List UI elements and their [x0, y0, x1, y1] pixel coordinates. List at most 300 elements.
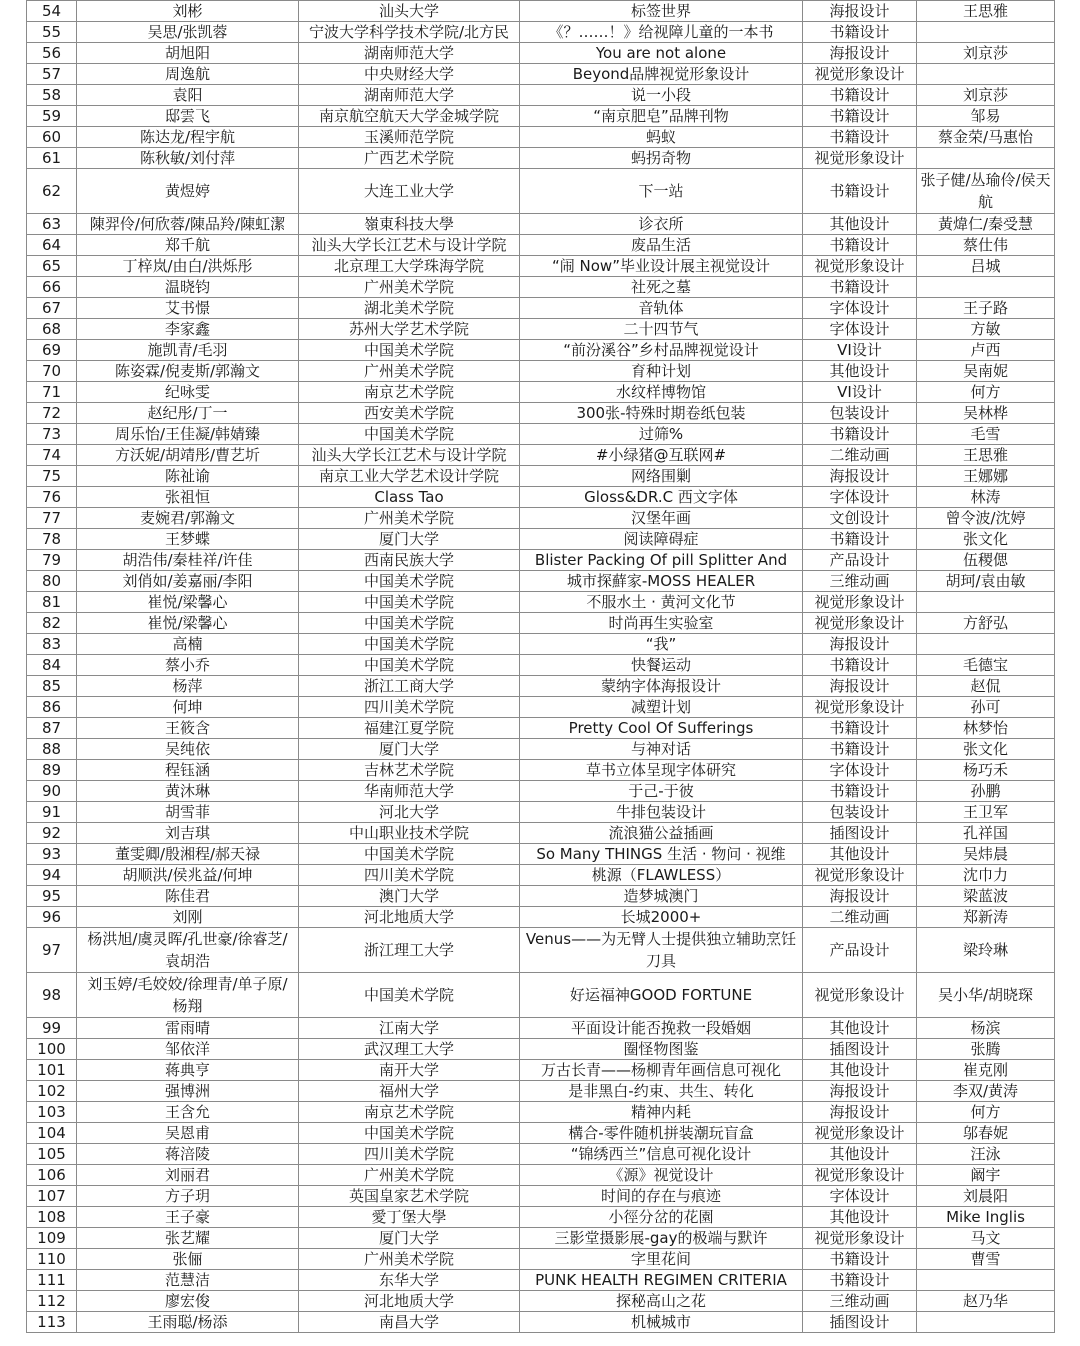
school-cell: 东华大学 [299, 1270, 520, 1291]
work-title-cell: 三影堂摄影展-gay的极端与默许 [520, 1228, 803, 1249]
work-title-cell: “闹 Now”毕业设计展主视觉设计 [520, 256, 803, 277]
category-cell: 书籍设计 [803, 106, 917, 127]
work-title-cell: Blister Packing Of pill Splitter And [520, 550, 803, 571]
advisor-cell: 何方 [917, 1102, 1055, 1123]
school-cell: 中国美术学院 [299, 634, 520, 655]
work-title-cell: 探秘高山之花 [520, 1291, 803, 1312]
row-number-cell: 76 [27, 487, 77, 508]
row-number-cell: 77 [27, 508, 77, 529]
table-row [27, 1144, 1055, 1165]
work-title-cell: 城市探蘚家-MOSS HEALER [520, 571, 803, 592]
school-cell: 中国美术学院 [299, 424, 520, 445]
advisor-cell: 张文化 [917, 529, 1055, 550]
school-cell: 澳门大学 [299, 886, 520, 907]
row-number-cell: 69 [27, 340, 77, 361]
school-cell: 四川美术学院 [299, 1144, 520, 1165]
row-number-cell: 83 [27, 634, 77, 655]
school-cell: 河北大学 [299, 802, 520, 823]
advisor-cell: 刘晨阳 [917, 1186, 1055, 1207]
work-title-cell: 蚂拐奇物 [520, 148, 803, 169]
student-name-cell: 赵纪彤/丁一 [77, 403, 299, 424]
row-number-cell: 73 [27, 424, 77, 445]
category-cell: 包装设计 [803, 802, 917, 823]
advisor-cell: 王娜娜 [917, 466, 1055, 487]
advisor-cell [917, 22, 1055, 43]
row-number-cell: 84 [27, 655, 77, 676]
student-name-cell: 刘彬 [77, 1, 299, 22]
school-cell: 嶺東科技大學 [299, 214, 520, 235]
row-number-cell: 63 [27, 214, 77, 235]
work-title-cell: 是非黑白-约束、共生、转化 [520, 1081, 803, 1102]
row-number-cell: 95 [27, 886, 77, 907]
category-cell: 视觉形象设计 [803, 148, 917, 169]
row-number-cell: 110 [27, 1249, 77, 1270]
student-name-cell: 范慧洁 [77, 1270, 299, 1291]
school-cell: 西安美术学院 [299, 403, 520, 424]
table-row [27, 802, 1055, 823]
work-title-cell: 草书立体呈现字体研究 [520, 760, 803, 781]
row-number-cell: 99 [27, 1018, 77, 1039]
table-row [27, 1186, 1055, 1207]
advisor-cell: 吴林桦 [917, 403, 1055, 424]
school-cell: 湖南师范大学 [299, 43, 520, 64]
student-name-cell: 王雨聪/杨添 [77, 1312, 299, 1333]
student-name-cell: 吴恩甫 [77, 1123, 299, 1144]
row-number-cell: 74 [27, 445, 77, 466]
advisor-cell [917, 64, 1055, 85]
school-cell: 湖北美术学院 [299, 298, 520, 319]
work-title-cell: 不服水土 · 黄河文化节 [520, 592, 803, 613]
row-number-cell: 86 [27, 697, 77, 718]
table-row [27, 1291, 1055, 1312]
student-name-cell: 蒋涪陵 [77, 1144, 299, 1165]
school-cell: 宁波大学科学技术学院/北方民 [299, 22, 520, 43]
advisor-cell: 吴炜晨 [917, 844, 1055, 865]
school-cell: 广州美术学院 [299, 1249, 520, 1270]
table-row [27, 634, 1055, 655]
work-title-cell: 诊衣所 [520, 214, 803, 235]
row-number-cell: 113 [27, 1312, 77, 1333]
school-cell: 广州美术学院 [299, 508, 520, 529]
table-row [27, 22, 1055, 43]
school-cell: 中国美术学院 [299, 1123, 520, 1144]
work-title-cell: PUNK HEALTH REGIMEN CRITERIA [520, 1270, 803, 1291]
work-title-cell: 蒙纳字体海报设计 [520, 676, 803, 697]
advisor-cell: 郑新涛 [917, 907, 1055, 928]
school-cell: 中山职业技术学院 [299, 823, 520, 844]
work-title-cell: 机械城市 [520, 1312, 803, 1333]
row-number-cell: 90 [27, 781, 77, 802]
table-row [27, 550, 1055, 571]
category-cell: 插图设计 [803, 823, 917, 844]
category-cell: 字体设计 [803, 487, 917, 508]
category-cell: 书籍设计 [803, 1249, 917, 1270]
student-name-cell: 黄沐琳 [77, 781, 299, 802]
student-name-cell: 陳羿伶/何欣蓉/陳品羚/陳虹潔 [77, 214, 299, 235]
advisor-cell: 胡珂/袁由敏 [917, 571, 1055, 592]
work-title-cell: You are not alone [520, 43, 803, 64]
advisor-cell: 赵乃华 [917, 1291, 1055, 1312]
work-title-cell: 桃源（FLAWLESS） [520, 865, 803, 886]
table-row [27, 1, 1055, 22]
row-number-cell: 96 [27, 907, 77, 928]
work-title-cell: 万古长青——杨柳青年画信息可视化 [520, 1060, 803, 1081]
school-cell: 北京理工大学珠海学院 [299, 256, 520, 277]
work-title-cell: 字里花间 [520, 1249, 803, 1270]
row-number-cell: 67 [27, 298, 77, 319]
row-number-cell: 75 [27, 466, 77, 487]
student-name-cell: 邹依洋 [77, 1039, 299, 1060]
row-number-cell: 88 [27, 739, 77, 760]
advisor-cell: 伍稷偲 [917, 550, 1055, 571]
advisor-cell: Mike Inglis [917, 1207, 1055, 1228]
student-name-cell: 杨洪旭/虞灵晖/孔世豪/徐睿芝/袁胡浩 [77, 928, 299, 973]
category-cell: 视觉形象设计 [803, 973, 917, 1018]
work-title-cell: 小徑分岔的花園 [520, 1207, 803, 1228]
school-cell: 中国美术学院 [299, 592, 520, 613]
row-number-cell: 72 [27, 403, 77, 424]
row-number-cell: 87 [27, 718, 77, 739]
row-number-cell: 107 [27, 1186, 77, 1207]
table-row [27, 1123, 1055, 1144]
category-cell: 视觉形象设计 [803, 64, 917, 85]
student-name-cell: 刘刚 [77, 907, 299, 928]
category-cell: 视觉形象设计 [803, 592, 917, 613]
table-row [27, 298, 1055, 319]
advisor-cell: 吴小华/胡晓琛 [917, 973, 1055, 1018]
advisor-cell: 阚宇 [917, 1165, 1055, 1186]
category-cell: 插图设计 [803, 1039, 917, 1060]
advisor-cell: 方舒弘 [917, 613, 1055, 634]
row-number-cell: 55 [27, 22, 77, 43]
advisor-cell: 张文化 [917, 739, 1055, 760]
category-cell: 视觉形象设计 [803, 1228, 917, 1249]
student-name-cell: 吴纯依 [77, 739, 299, 760]
work-title-cell: Pretty Cool Of Sufferings [520, 718, 803, 739]
school-cell: 中国美术学院 [299, 340, 520, 361]
work-title-cell: 与神对话 [520, 739, 803, 760]
school-cell: 厦门大学 [299, 1228, 520, 1249]
table-row [27, 907, 1055, 928]
table-row [27, 340, 1055, 361]
advisor-cell: 林涛 [917, 487, 1055, 508]
work-title-cell: 标签世界 [520, 1, 803, 22]
advisor-cell: 孙可 [917, 697, 1055, 718]
row-number-cell: 98 [27, 973, 77, 1018]
advisor-cell [917, 1270, 1055, 1291]
advisor-cell: 王思雅 [917, 1, 1055, 22]
category-cell: 海报设计 [803, 886, 917, 907]
student-name-cell: 艾书憬 [77, 298, 299, 319]
work-title-cell: 下一站 [520, 169, 803, 214]
category-cell: 其他设计 [803, 1207, 917, 1228]
school-cell: 汕头大学 [299, 1, 520, 22]
student-name-cell: 麦婉君/郭瀚文 [77, 508, 299, 529]
school-cell: 西南民族大学 [299, 550, 520, 571]
student-name-cell: 刘玉婷/毛姣姣/徐理青/单子原/杨翔 [77, 973, 299, 1018]
advisor-cell: 汪泳 [917, 1144, 1055, 1165]
school-cell: 中国美术学院 [299, 844, 520, 865]
category-cell: 其他设计 [803, 1060, 917, 1081]
table-row [27, 571, 1055, 592]
category-cell: 书籍设计 [803, 781, 917, 802]
row-number-cell: 82 [27, 613, 77, 634]
student-name-cell: 张俪 [77, 1249, 299, 1270]
row-number-cell: 58 [27, 85, 77, 106]
student-name-cell: 袁阳 [77, 85, 299, 106]
student-name-cell: 郑千航 [77, 235, 299, 256]
advisor-cell: 王子路 [917, 298, 1055, 319]
work-title-cell: 音轨体 [520, 298, 803, 319]
category-cell: 书籍设计 [803, 529, 917, 550]
advisor-cell: 王卫军 [917, 802, 1055, 823]
school-cell: 中国美术学院 [299, 973, 520, 1018]
student-name-cell: 程钰涵 [77, 760, 299, 781]
table-row [27, 928, 1055, 973]
table-row [27, 1102, 1055, 1123]
table-row [27, 844, 1055, 865]
advisor-cell: 刘京莎 [917, 85, 1055, 106]
row-number-cell: 65 [27, 256, 77, 277]
row-number-cell: 85 [27, 676, 77, 697]
student-name-cell: 廖宏俊 [77, 1291, 299, 1312]
row-number-cell: 111 [27, 1270, 77, 1291]
advisor-cell: 毛德宝 [917, 655, 1055, 676]
row-number-cell: 57 [27, 64, 77, 85]
work-title-cell: 阅读障碍症 [520, 529, 803, 550]
work-title-cell: 于己-于彼 [520, 781, 803, 802]
row-number-cell: 97 [27, 928, 77, 973]
table-row [27, 43, 1055, 64]
work-title-cell: 好运福神GOOD FORTUNE [520, 973, 803, 1018]
work-title-cell: “我” [520, 634, 803, 655]
advisor-cell: 李双/黄涛 [917, 1081, 1055, 1102]
work-title-cell: Gloss&DR.C 西文字体 [520, 487, 803, 508]
school-cell: 南开大学 [299, 1060, 520, 1081]
table-row [27, 760, 1055, 781]
table-row [27, 739, 1055, 760]
work-title-cell: “锦绣西兰”信息可视化设计 [520, 1144, 803, 1165]
category-cell: 其他设计 [803, 214, 917, 235]
student-name-cell: 高楠 [77, 634, 299, 655]
row-number-cell: 102 [27, 1081, 77, 1102]
row-number-cell: 60 [27, 127, 77, 148]
advisor-cell: 蔡仕伟 [917, 235, 1055, 256]
category-cell: 海报设计 [803, 676, 917, 697]
category-cell: 书籍设计 [803, 718, 917, 739]
student-name-cell: 周乐怡/王佳凝/韩婧臻 [77, 424, 299, 445]
advisor-cell [917, 277, 1055, 298]
school-cell: 广州美术学院 [299, 277, 520, 298]
school-cell: 玉溪师范学院 [299, 127, 520, 148]
advisor-cell: 邹易 [917, 106, 1055, 127]
school-cell: 浙江工商大学 [299, 676, 520, 697]
student-name-cell: 温晓钧 [77, 277, 299, 298]
work-title-cell: 牛排包装设计 [520, 802, 803, 823]
row-number-cell: 59 [27, 106, 77, 127]
table-row [27, 697, 1055, 718]
table-row [27, 487, 1055, 508]
row-number-cell: 103 [27, 1102, 77, 1123]
student-name-cell: 王子豪 [77, 1207, 299, 1228]
student-name-cell: 陈秋敏/刘付萍 [77, 148, 299, 169]
work-title-cell: 快餐运动 [520, 655, 803, 676]
table-row [27, 592, 1055, 613]
row-number-cell: 54 [27, 1, 77, 22]
work-title-cell: 水纹样博物馆 [520, 382, 803, 403]
advisor-cell: 梁蓝波 [917, 886, 1055, 907]
table-row [27, 466, 1055, 487]
row-number-cell: 101 [27, 1060, 77, 1081]
category-cell: 其他设计 [803, 844, 917, 865]
work-title-cell: 二十四节气 [520, 319, 803, 340]
work-title-cell: 网络围剿 [520, 466, 803, 487]
table-row [27, 256, 1055, 277]
advisor-cell: 孔祥国 [917, 823, 1055, 844]
school-cell: 湖南师范大学 [299, 85, 520, 106]
table-row [27, 1270, 1055, 1291]
category-cell: 视觉形象设计 [803, 1165, 917, 1186]
advisor-cell: 沈巾力 [917, 865, 1055, 886]
advisor-cell: 方敏 [917, 319, 1055, 340]
student-name-cell: 王筱含 [77, 718, 299, 739]
student-name-cell: 丁梓岚/由白/洪烁彤 [77, 256, 299, 277]
category-cell: 海报设计 [803, 466, 917, 487]
table-row [27, 613, 1055, 634]
work-title-cell: So Many THINGS 生活 · 物问 · 视维 [520, 844, 803, 865]
student-name-cell: 方沃妮/胡靖彤/曹艺圻 [77, 445, 299, 466]
work-title-cell: 蚂蚁 [520, 127, 803, 148]
student-name-cell: 陈佳君 [77, 886, 299, 907]
advisor-cell: 毛雪 [917, 424, 1055, 445]
advisor-cell: 张子健/丛瑜伶/侯天航 [917, 169, 1055, 214]
category-cell: 其他设计 [803, 361, 917, 382]
advisor-cell [917, 1312, 1055, 1333]
advisor-cell: 张腾 [917, 1039, 1055, 1060]
advisor-cell: 王思雅 [917, 445, 1055, 466]
row-number-cell: 62 [27, 169, 77, 214]
school-cell: 河北地质大学 [299, 1291, 520, 1312]
category-cell: 书籍设计 [803, 22, 917, 43]
work-title-cell: Venus——为无臂人士提供独立辅助烹饪刀具 [520, 928, 803, 973]
row-number-cell: 89 [27, 760, 77, 781]
category-cell: 海报设计 [803, 1081, 917, 1102]
category-cell: 书籍设计 [803, 655, 917, 676]
category-cell: 产品设计 [803, 550, 917, 571]
advisor-cell: 刘京莎 [917, 43, 1055, 64]
category-cell: 二维动画 [803, 907, 917, 928]
work-title-cell: 说一小段 [520, 85, 803, 106]
category-cell: VI设计 [803, 340, 917, 361]
table-row [27, 106, 1055, 127]
category-cell: 字体设计 [803, 1186, 917, 1207]
school-cell: 福建江夏学院 [299, 718, 520, 739]
student-name-cell: 陈祉谕 [77, 466, 299, 487]
student-name-cell: 王含允 [77, 1102, 299, 1123]
table-row [27, 1312, 1055, 1333]
work-title-cell: 圈怪物图鉴 [520, 1039, 803, 1060]
category-cell: 视觉形象设计 [803, 697, 917, 718]
table-row [27, 424, 1055, 445]
student-name-cell: 刘吉琪 [77, 823, 299, 844]
advisor-cell [917, 148, 1055, 169]
category-cell: 书籍设计 [803, 127, 917, 148]
table-row [27, 718, 1055, 739]
school-cell: 四川美术学院 [299, 697, 520, 718]
table-row [27, 1060, 1055, 1081]
work-title-cell: 废品生活 [520, 235, 803, 256]
row-number-cell: 104 [27, 1123, 77, 1144]
table-row [27, 277, 1055, 298]
category-cell: 其他设计 [803, 1018, 917, 1039]
category-cell: 书籍设计 [803, 424, 917, 445]
award-list-sheet [26, 0, 1054, 1333]
table-row [27, 403, 1055, 424]
school-cell: 愛丁堡大學 [299, 1207, 520, 1228]
student-name-cell: 吴思/张凯蓉 [77, 22, 299, 43]
work-title-cell: 汉堡年画 [520, 508, 803, 529]
student-name-cell: 李家鑫 [77, 319, 299, 340]
table-row [27, 1165, 1055, 1186]
work-title-cell: 平面设计能否挽救一段婚姻 [520, 1018, 803, 1039]
category-cell: 产品设计 [803, 928, 917, 973]
work-title-cell: 構合-零件随机拼装潮玩盲盒 [520, 1123, 803, 1144]
table-row [27, 508, 1055, 529]
category-cell: 书籍设计 [803, 1270, 917, 1291]
table-row [27, 148, 1055, 169]
school-cell: 苏州大学艺术学院 [299, 319, 520, 340]
advisor-cell: 曹雪 [917, 1249, 1055, 1270]
student-name-cell: 刘丽君 [77, 1165, 299, 1186]
work-title-cell: 长城2000+ [520, 907, 803, 928]
work-title-cell: 流浪猫公益插画 [520, 823, 803, 844]
row-number-cell: 80 [27, 571, 77, 592]
work-title-cell: 《？……！》给视障儿童的一本书 [520, 22, 803, 43]
advisor-cell: 何方 [917, 382, 1055, 403]
work-title-cell: 育种计划 [520, 361, 803, 382]
row-number-cell: 112 [27, 1291, 77, 1312]
advisor-cell: 吴南妮 [917, 361, 1055, 382]
work-title-cell: 减塑计划 [520, 697, 803, 718]
school-cell: 浙江理工大学 [299, 928, 520, 973]
student-name-cell: 崔悦/梁馨心 [77, 613, 299, 634]
category-cell: 二维动画 [803, 445, 917, 466]
advisor-cell: 蔡金荣/马惠怡 [917, 127, 1055, 148]
category-cell: 视觉形象设计 [803, 865, 917, 886]
student-name-cell: 强博洲 [77, 1081, 299, 1102]
table-row [27, 655, 1055, 676]
school-cell: 厦门大学 [299, 529, 520, 550]
row-number-cell: 61 [27, 148, 77, 169]
school-cell: 南京艺术学院 [299, 1102, 520, 1123]
school-cell: Class Tao [299, 487, 520, 508]
category-cell: 字体设计 [803, 319, 917, 340]
table-row [27, 781, 1055, 802]
school-cell: 武汉理工大学 [299, 1039, 520, 1060]
category-cell: 字体设计 [803, 298, 917, 319]
category-cell: 海报设计 [803, 1102, 917, 1123]
school-cell: 中央财经大学 [299, 64, 520, 85]
category-cell: 视觉形象设计 [803, 613, 917, 634]
row-number-cell: 91 [27, 802, 77, 823]
school-cell: 福州大学 [299, 1081, 520, 1102]
advisor-cell: 孙鹏 [917, 781, 1055, 802]
advisor-cell: 马文 [917, 1228, 1055, 1249]
row-number-cell: 92 [27, 823, 77, 844]
table-row [27, 823, 1055, 844]
student-name-cell: 蒋典亨 [77, 1060, 299, 1081]
table-row [27, 319, 1055, 340]
